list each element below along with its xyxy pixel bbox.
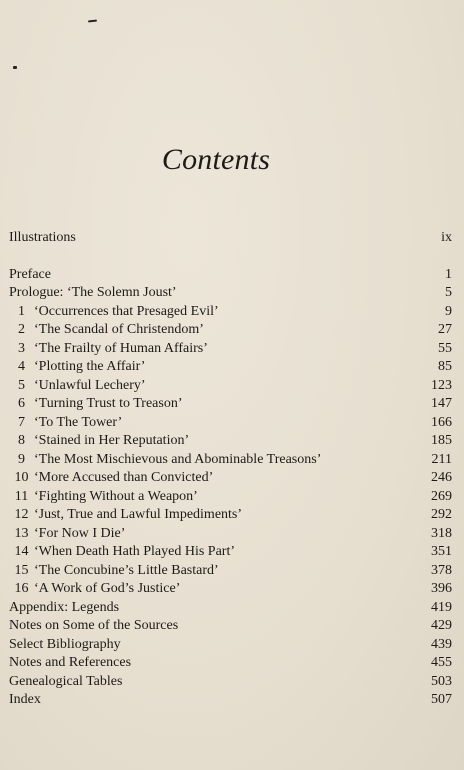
toc-page-number: 378 (431, 562, 452, 578)
toc-entry (9, 636, 452, 655)
toc-entry-label: Illustrations (9, 230, 76, 245)
toc-entry-title (9, 229, 76, 248)
toc-page-number: 455 (431, 655, 452, 670)
toc-entry-label: Select Bibliography (9, 636, 121, 652)
toc-entry-label: ‘The Scandal of Christendom’ (34, 322, 204, 337)
toc-entry-title (9, 395, 182, 414)
toc-entry-label: Notes and References (9, 655, 132, 670)
toc-entry-label: Preface (9, 266, 51, 282)
toc-page-number: 429 (431, 618, 452, 633)
toc-entry-title (9, 488, 198, 507)
toc-entry-title (9, 469, 213, 488)
chapter-number: 12 (14, 507, 29, 522)
toc-page-number: 166 (431, 414, 452, 430)
toc-entry (9, 488, 452, 507)
chapter-number: 6 (18, 396, 25, 411)
toc-page-number: 1 (445, 266, 452, 282)
toc-entry-label: ‘Just, True and Lawful Impediments’ (34, 507, 243, 522)
toc-page-number: 396 (431, 581, 452, 596)
toc-entry (9, 358, 452, 377)
chapter-number: 2 (18, 322, 25, 337)
toc-entry (9, 580, 452, 599)
toc-entry-label: ‘The Most Mischievous and Abominable Treasons’ (34, 451, 322, 467)
toc-page-number: 351 (431, 544, 452, 559)
toc-entry-title (9, 617, 178, 636)
toc-entry-label: ‘When Death Hath Played His Part’ (34, 544, 235, 559)
chapter-number: 16 (14, 581, 29, 596)
toc-entry-label: ‘Fighting Without a Weapon’ (34, 488, 198, 504)
toc-entry-label: ‘For Now I Die’ (34, 525, 126, 541)
toc-page-number: 185 (431, 433, 452, 448)
chapter-number: 9 (18, 451, 25, 467)
toc-entry (9, 303, 452, 322)
toc-page-number: 147 (431, 396, 452, 411)
toc-entry-label: ‘Stained in Her Reputation’ (34, 433, 190, 448)
chapter-number: 4 (18, 359, 25, 374)
toc-entry-label: Notes on Some of the Sources (9, 618, 179, 633)
toc-entry-title (9, 562, 219, 581)
toc-page-number: 27 (438, 322, 452, 337)
table-of-contents (9, 229, 452, 710)
toc-entry-title (9, 691, 41, 710)
chapter-number: 14 (14, 544, 29, 559)
toc-page-number: ix (441, 230, 452, 245)
toc-entry-label: ‘To The Tower’ (34, 414, 123, 430)
chapter-number: 5 (18, 377, 25, 393)
toc-page-number: 503 (431, 673, 452, 689)
toc-entry (9, 284, 452, 303)
toc-entry-title (9, 358, 145, 377)
toc-entry (9, 691, 452, 710)
toc-entry-label: ‘The Concubine’s Little Bastard’ (34, 562, 219, 578)
toc-entry-label: Appendix: Legends (9, 599, 120, 615)
toc-page-number: 439 (431, 636, 452, 652)
toc-entry-label: ‘Unlawful Lechery’ (34, 377, 146, 393)
toc-entry-label: Index (9, 692, 41, 707)
toc-entry (9, 617, 452, 636)
toc-entry-title (9, 580, 180, 599)
toc-page-number: 246 (431, 470, 452, 485)
toc-entry (9, 543, 452, 562)
toc-page-number: 419 (431, 599, 452, 615)
toc-entry (9, 451, 452, 470)
chapter-number: 11 (14, 488, 29, 504)
toc-entry-label: ‘Turning Trust to Treason’ (34, 396, 183, 411)
toc-entry-title (9, 284, 177, 303)
toc-entry (9, 266, 452, 285)
toc-entry-title (9, 525, 125, 544)
toc-entry (9, 432, 452, 451)
toc-page-number: 85 (438, 359, 452, 374)
toc-entry-title (9, 599, 119, 618)
toc-entry (9, 525, 452, 544)
toc-entry-title (9, 303, 219, 322)
toc-entry (9, 340, 452, 359)
toc-page-number: 5 (445, 285, 452, 300)
toc-page-number: 318 (431, 525, 452, 541)
toc-entry-title (9, 377, 146, 396)
ink-speck (88, 20, 97, 23)
toc-page-number: 292 (431, 507, 452, 522)
toc-entry (9, 414, 452, 433)
toc-page-number: 211 (431, 451, 452, 467)
chapter-number: 15 (14, 562, 29, 578)
toc-entry-label: Genealogical Tables (9, 673, 123, 689)
toc-entry (9, 321, 452, 340)
toc-page-number: 55 (438, 340, 452, 356)
toc-entry (9, 599, 452, 618)
toc-entry-title (9, 636, 121, 655)
chapter-number: 13 (14, 525, 29, 541)
toc-entry (9, 395, 452, 414)
toc-entry (9, 377, 452, 396)
toc-entry (9, 562, 452, 581)
chapter-number: 7 (18, 414, 25, 430)
toc-entry-title (9, 451, 321, 470)
toc-entry (9, 469, 452, 488)
toc-entry-label: ‘Occurrences that Presaged Evil’ (34, 303, 219, 319)
chapter-number: 1 (18, 303, 25, 319)
toc-entry (9, 654, 452, 673)
toc-entry-title (9, 543, 235, 562)
toc-page-number: 9 (445, 303, 452, 319)
page-title: Contents (161, 143, 271, 176)
toc-entry-title (9, 414, 122, 433)
toc-page-number: 269 (431, 488, 452, 504)
toc-entry-label: ‘The Frailty of Human Affairs’ (34, 340, 208, 356)
toc-entry-label: ‘A Work of God’s Justice’ (34, 581, 181, 596)
toc-page-number: 123 (431, 377, 452, 393)
toc-entry-title (9, 654, 131, 673)
toc-entry (9, 506, 452, 525)
chapter-number: 3 (18, 340, 25, 356)
toc-entry-title (9, 506, 242, 525)
chapter-number: 8 (18, 433, 25, 448)
toc-page-number: 507 (431, 692, 452, 707)
toc-entry-label: Prologue: ‘The Solemn Joust’ (9, 285, 177, 300)
toc-entry-title (9, 266, 51, 285)
toc-entry-label: ‘More Accused than Convicted’ (34, 470, 214, 485)
toc-entry-title (9, 321, 204, 340)
toc-entry-title (9, 340, 208, 359)
toc-entry (9, 229, 452, 248)
toc-entry-title (9, 432, 189, 451)
ink-speck (13, 66, 17, 69)
toc-entry (9, 673, 452, 692)
toc-entry-label: ‘Plotting the Affair’ (34, 359, 146, 374)
toc-entry-title (9, 673, 122, 692)
chapter-number: 10 (14, 470, 29, 485)
